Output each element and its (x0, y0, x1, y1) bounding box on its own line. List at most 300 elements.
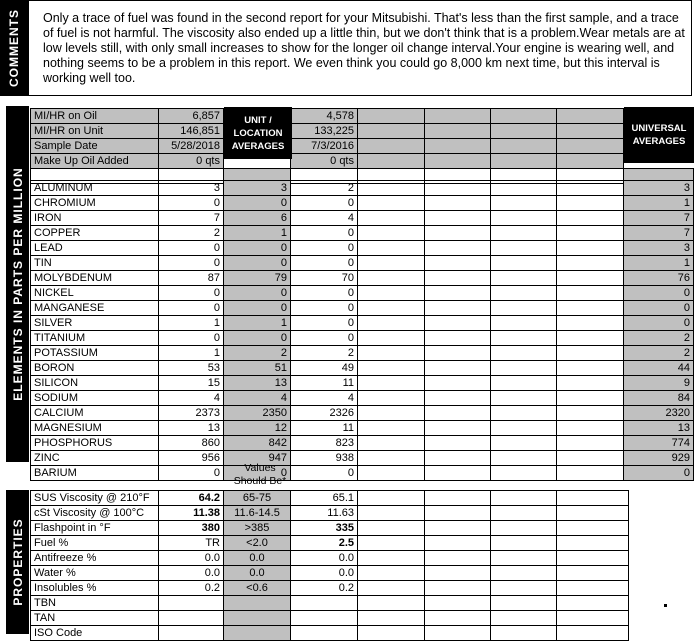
property-name: cSt Viscosity @ 100°C (31, 506, 159, 521)
empty-sample-cell (557, 181, 624, 196)
should-be-value (224, 596, 291, 611)
sample1-value: 53 (159, 361, 224, 376)
stray-dot (664, 604, 667, 607)
sample2-value: 0.0 (291, 551, 358, 566)
empty-sample-cell (358, 376, 425, 391)
unit-averages-header: UNIT / LOCATION AVERAGES (224, 107, 292, 159)
element-name: MOLYBDENUM (31, 271, 159, 286)
sample2-value: 65.1 (291, 491, 358, 506)
sample1-value: 0 (159, 256, 224, 271)
empty-sample-cell (358, 436, 425, 451)
universal-average-value: 929 (624, 451, 694, 466)
sample2-value: 133,225 (291, 124, 358, 139)
unit-average-value: 0 (224, 196, 291, 211)
sample1-value: 0.0 (159, 551, 224, 566)
empty-sample-cell (557, 406, 624, 421)
empty-sample-cell (425, 596, 491, 611)
info-row (31, 154, 694, 169)
empty-sample-cell (425, 611, 491, 626)
universal-average-value: 7 (624, 211, 694, 226)
empty-sample-cell (557, 421, 624, 436)
element-row (31, 256, 694, 271)
empty-sample-cell (425, 581, 491, 596)
empty-sample-cell (425, 551, 491, 566)
property-row (31, 596, 629, 611)
empty-sample-cell (425, 331, 491, 346)
element-row (31, 376, 694, 391)
should-be-value (224, 611, 291, 626)
sample2-value: 4 (291, 211, 358, 226)
unit-average-value: 0 (224, 256, 291, 271)
sample1-value (159, 611, 224, 626)
sample2-value: 2 (291, 346, 358, 361)
element-name: BORON (31, 361, 159, 376)
empty-sample-cell (358, 406, 425, 421)
empty-sample-cell (557, 436, 624, 451)
elements-table (30, 180, 694, 481)
element-name: COPPER (31, 226, 159, 241)
empty-sample-cell (491, 109, 557, 124)
elements-label-band (6, 106, 29, 462)
empty-sample-cell (358, 581, 425, 596)
comments-label: COMMENTS (7, 9, 21, 87)
universal-average-value: 1 (624, 196, 694, 211)
sample2-value: 11.63 (291, 506, 358, 521)
should-be-value: 0.0 (224, 551, 291, 566)
empty-sample-cell (425, 361, 491, 376)
universal-average-value: 2320 (624, 406, 694, 421)
empty-sample-cell (557, 211, 624, 226)
empty-sample-cell (557, 626, 629, 641)
empty-sample-cell (358, 154, 425, 169)
empty-sample-cell (358, 241, 425, 256)
empty-sample-cell (557, 391, 624, 406)
empty-sample-cell (425, 346, 491, 361)
should-be-value: <0.6 (224, 581, 291, 596)
empty-sample-cell (491, 581, 557, 596)
empty-sample-cell (491, 391, 557, 406)
empty-sample-cell (425, 139, 491, 154)
sample2-value: 49 (291, 361, 358, 376)
sample2-value: 0 (291, 256, 358, 271)
comments-text: Only a trace of fuel was found in the second report for your Mitsubishi. That's less than the first sample, and a trace of fuel is not harmful. The viscosity also ended up a little thin, but we don't think that is a problem.Wear metals are at low levels still, with only small increases to show for the longer oil change interval.Your engine is wearing well, and nothing seems to be a problem in this report. We even think you could go 8,000 km next time, but this interval is working well too. (28, 0, 692, 96)
sample1-value: 2 (159, 226, 224, 241)
empty-sample-cell (491, 226, 557, 241)
property-name: TBN (31, 596, 159, 611)
sample1-value: 0 (159, 286, 224, 301)
element-name: SILICON (31, 376, 159, 391)
empty-sample-cell (491, 154, 557, 169)
empty-sample-cell (358, 466, 425, 481)
element-name: MANGANESE (31, 301, 159, 316)
empty-sample-cell (491, 139, 557, 154)
info-label: MI/HR on Unit (31, 124, 159, 139)
unit-average-value: 13 (224, 376, 291, 391)
element-row (31, 316, 694, 331)
property-name: TAN (31, 611, 159, 626)
empty-sample-cell (358, 139, 425, 154)
universal-average-value: 3 (624, 181, 694, 196)
sample1-value: 860 (159, 436, 224, 451)
empty-sample-cell (491, 181, 557, 196)
sample1-value: 1 (159, 346, 224, 361)
universal-average-value: 84 (624, 391, 694, 406)
sample2-value: 2.5 (291, 536, 358, 551)
universal-average-value: 3 (624, 241, 694, 256)
empty-sample-cell (557, 596, 629, 611)
empty-sample-cell (557, 256, 624, 271)
sample1-value: TR (159, 536, 224, 551)
property-row (31, 536, 629, 551)
sample1-value: 2373 (159, 406, 224, 421)
element-row (31, 361, 694, 376)
sample2-value: 938 (291, 451, 358, 466)
unit-average-value: 1 (224, 226, 291, 241)
property-row (31, 566, 629, 581)
universal-average-value: 774 (624, 436, 694, 451)
property-name: Antifreeze % (31, 551, 159, 566)
sample-info-table (30, 108, 694, 184)
unit-average-value: 3 (224, 181, 291, 196)
empty-sample-cell (557, 536, 629, 551)
sample2-value: 0 (291, 286, 358, 301)
empty-sample-cell (425, 241, 491, 256)
empty-sample-cell (491, 271, 557, 286)
sample2-value (291, 626, 358, 641)
empty-sample-cell (425, 256, 491, 271)
universal-average-value: 2 (624, 346, 694, 361)
property-row (31, 521, 629, 536)
sample1-value: 11.38 (159, 506, 224, 521)
empty-sample-cell (425, 491, 491, 506)
element-row (31, 331, 694, 346)
property-row (31, 491, 629, 506)
element-name: ALUMINUM (31, 181, 159, 196)
sample2-value: 4 (291, 391, 358, 406)
sample2-value: 2 (291, 181, 358, 196)
sample1-value (159, 626, 224, 641)
element-name: CALCIUM (31, 406, 159, 421)
empty-sample-cell (425, 626, 491, 641)
empty-sample-cell (358, 421, 425, 436)
empty-sample-cell (491, 566, 557, 581)
element-row (31, 466, 694, 481)
empty-sample-cell (491, 596, 557, 611)
unit-average-value: 0 (224, 466, 291, 481)
empty-sample-cell (557, 331, 624, 346)
should-be-value: <2.0 (224, 536, 291, 551)
property-name: SUS Viscosity @ 210°F (31, 491, 159, 506)
empty-sample-cell (358, 566, 425, 581)
empty-sample-cell (358, 226, 425, 241)
unit-average-value: 6 (224, 211, 291, 226)
empty-sample-cell (425, 466, 491, 481)
empty-sample-cell (425, 406, 491, 421)
sample2-value: 823 (291, 436, 358, 451)
element-row (31, 211, 694, 226)
empty-sample-cell (358, 391, 425, 406)
empty-sample-cell (491, 124, 557, 139)
empty-sample-cell (557, 551, 629, 566)
empty-sample-cell (358, 491, 425, 506)
info-label: Sample Date (31, 139, 159, 154)
element-name: POTASSIUM (31, 346, 159, 361)
universal-average-value: 13 (624, 421, 694, 436)
sample1-value: 380 (159, 521, 224, 536)
empty-sample-cell (491, 346, 557, 361)
unit-average-value: 0 (224, 331, 291, 346)
element-row (31, 226, 694, 241)
unit-average-value: 51 (224, 361, 291, 376)
sample1-value: 13 (159, 421, 224, 436)
sample1-value: 0 (159, 196, 224, 211)
empty-sample-cell (358, 181, 425, 196)
empty-sample-cell (425, 421, 491, 436)
unit-average-value: 2350 (224, 406, 291, 421)
empty-sample-cell (425, 271, 491, 286)
empty-sample-cell (557, 506, 629, 521)
universal-average-value: 0 (624, 301, 694, 316)
sample2-value: 335 (291, 521, 358, 536)
element-name: ZINC (31, 451, 159, 466)
sample1-value: 0 (159, 466, 224, 481)
info-row (31, 139, 694, 154)
element-row (31, 241, 694, 256)
empty-sample-cell (491, 521, 557, 536)
empty-sample-cell (425, 301, 491, 316)
empty-sample-cell (425, 181, 491, 196)
element-name: TIN (31, 256, 159, 271)
empty-sample-cell (358, 521, 425, 536)
empty-sample-cell (557, 566, 629, 581)
empty-sample-cell (425, 124, 491, 139)
empty-sample-cell (425, 566, 491, 581)
sample2-value: 0 (291, 226, 358, 241)
empty-sample-cell (358, 626, 425, 641)
empty-sample-cell (491, 286, 557, 301)
empty-sample-cell (557, 226, 624, 241)
empty-sample-cell (358, 451, 425, 466)
unit-average-value: 947 (224, 451, 291, 466)
unit-average-value: 842 (224, 436, 291, 451)
empty-sample-cell (491, 331, 557, 346)
sample1-value: 15 (159, 376, 224, 391)
empty-sample-cell (491, 256, 557, 271)
sample2-value: 11 (291, 421, 358, 436)
element-row (31, 301, 694, 316)
element-name: SODIUM (31, 391, 159, 406)
sample1-value: 0.0 (159, 566, 224, 581)
empty-sample-cell (491, 466, 557, 481)
sample1-value: 0 qts (159, 154, 224, 169)
empty-sample-cell (425, 436, 491, 451)
empty-sample-cell (425, 451, 491, 466)
sample1-value: 0 (159, 241, 224, 256)
sample1-value: 4 (159, 391, 224, 406)
empty-sample-cell (557, 346, 624, 361)
sample2-value: 0 (291, 196, 358, 211)
property-row (31, 581, 629, 596)
empty-sample-cell (425, 109, 491, 124)
universal-average-value: 76 (624, 271, 694, 286)
sample1-value: 3 (159, 181, 224, 196)
unit-average-value: 4 (224, 391, 291, 406)
universal-average-value: 44 (624, 361, 694, 376)
element-name: MAGNESIUM (31, 421, 159, 436)
element-name: IRON (31, 211, 159, 226)
elements-label: ELEMENTS IN PARTS PER MILLION (10, 167, 25, 401)
property-name: Flashpoint in °F (31, 521, 159, 536)
empty-sample-cell (358, 256, 425, 271)
empty-sample-cell (491, 536, 557, 551)
empty-sample-cell (425, 211, 491, 226)
empty-sample-cell (425, 536, 491, 551)
element-row (31, 286, 694, 301)
empty-sample-cell (358, 596, 425, 611)
property-row (31, 611, 629, 626)
element-row (31, 406, 694, 421)
sample1-value (159, 596, 224, 611)
empty-sample-cell (425, 196, 491, 211)
sample1-value: 0.2 (159, 581, 224, 596)
empty-sample-cell (557, 271, 624, 286)
should-be-value: >385 (224, 521, 291, 536)
empty-sample-cell (425, 521, 491, 536)
property-name: ISO Code (31, 626, 159, 641)
property-name: Insolubles % (31, 581, 159, 596)
unit-average-value: 12 (224, 421, 291, 436)
empty-sample-cell (491, 451, 557, 466)
info-row (31, 109, 694, 124)
empty-sample-cell (358, 611, 425, 626)
unit-average-value: 0 (224, 241, 291, 256)
universal-average-value: 0 (624, 286, 694, 301)
empty-sample-cell (491, 436, 557, 451)
comments-label-band (0, 0, 28, 96)
sample1-value: 5/28/2018 (159, 139, 224, 154)
empty-sample-cell (425, 154, 491, 169)
empty-sample-cell (491, 506, 557, 521)
sample2-value: 0 (291, 466, 358, 481)
sample1-value: 64.2 (159, 491, 224, 506)
sample2-value (291, 596, 358, 611)
unit-average-value: 2 (224, 346, 291, 361)
sample1-value: 956 (159, 451, 224, 466)
element-row (31, 451, 694, 466)
element-name: BARIUM (31, 466, 159, 481)
property-name: Water % (31, 566, 159, 581)
sample2-value (291, 611, 358, 626)
sample2-value: 7/3/2016 (291, 139, 358, 154)
sample1-value: 0 (159, 331, 224, 346)
empty-sample-cell (557, 521, 629, 536)
element-name: CHROMIUM (31, 196, 159, 211)
sample2-value: 4,578 (291, 109, 358, 124)
element-name: SILVER (31, 316, 159, 331)
universal-average-value: 0 (624, 316, 694, 331)
empty-sample-cell (557, 139, 624, 154)
element-row (31, 391, 694, 406)
element-row (31, 271, 694, 286)
empty-sample-cell (358, 316, 425, 331)
empty-sample-cell (491, 611, 557, 626)
empty-sample-cell (557, 124, 624, 139)
sample2-value: 2326 (291, 406, 358, 421)
empty-sample-cell (557, 611, 629, 626)
empty-sample-cell (557, 196, 624, 211)
empty-sample-cell (557, 451, 624, 466)
universal-average-value: 9 (624, 376, 694, 391)
empty-sample-cell (491, 376, 557, 391)
element-name: PHOSPHORUS (31, 436, 159, 451)
empty-sample-cell (358, 301, 425, 316)
sample2-value: 0 (291, 241, 358, 256)
info-label: Make Up Oil Added (31, 154, 159, 169)
sample2-value: 0 (291, 316, 358, 331)
sample1-value: 146,851 (159, 124, 224, 139)
sample1-value: 87 (159, 271, 224, 286)
empty-sample-cell (557, 241, 624, 256)
empty-sample-cell (425, 226, 491, 241)
info-row (31, 124, 694, 139)
empty-sample-cell (491, 316, 557, 331)
empty-sample-cell (557, 301, 624, 316)
empty-sample-cell (557, 466, 624, 481)
empty-sample-cell (557, 109, 624, 124)
properties-label: PROPERTIES (10, 518, 25, 606)
sample2-value: 11 (291, 376, 358, 391)
element-row (31, 196, 694, 211)
sample2-value: 70 (291, 271, 358, 286)
info-label: MI/HR on Oil (31, 109, 159, 124)
universal-average-value: 2 (624, 331, 694, 346)
should-be-value (224, 626, 291, 641)
empty-sample-cell (557, 286, 624, 301)
empty-sample-cell (358, 361, 425, 376)
element-name: NICKEL (31, 286, 159, 301)
empty-sample-cell (425, 391, 491, 406)
universal-average-value: 1 (624, 256, 694, 271)
should-be-value: 11.6-14.5 (224, 506, 291, 521)
element-row (31, 181, 694, 196)
empty-sample-cell (491, 211, 557, 226)
empty-sample-cell (358, 331, 425, 346)
sample1-value: 7 (159, 211, 224, 226)
empty-sample-cell (358, 536, 425, 551)
empty-sample-cell (358, 109, 425, 124)
empty-sample-cell (358, 271, 425, 286)
property-row (31, 506, 629, 521)
sample2-value: 0 (291, 331, 358, 346)
property-row (31, 626, 629, 641)
universal-average-value: 7 (624, 226, 694, 241)
sample2-value: 0 qts (291, 154, 358, 169)
empty-sample-cell (491, 491, 557, 506)
empty-sample-cell (491, 406, 557, 421)
values-should-be-label: Values Should Be* (233, 462, 287, 487)
universal-average-value: 0 (624, 466, 694, 481)
empty-sample-cell (557, 581, 629, 596)
unit-average-value: 0 (224, 286, 291, 301)
empty-sample-cell (358, 211, 425, 226)
empty-sample-cell (557, 491, 629, 506)
empty-sample-cell (491, 551, 557, 566)
empty-sample-cell (557, 361, 624, 376)
empty-sample-cell (358, 551, 425, 566)
element-row (31, 421, 694, 436)
empty-sample-cell (358, 506, 425, 521)
empty-sample-cell (557, 376, 624, 391)
